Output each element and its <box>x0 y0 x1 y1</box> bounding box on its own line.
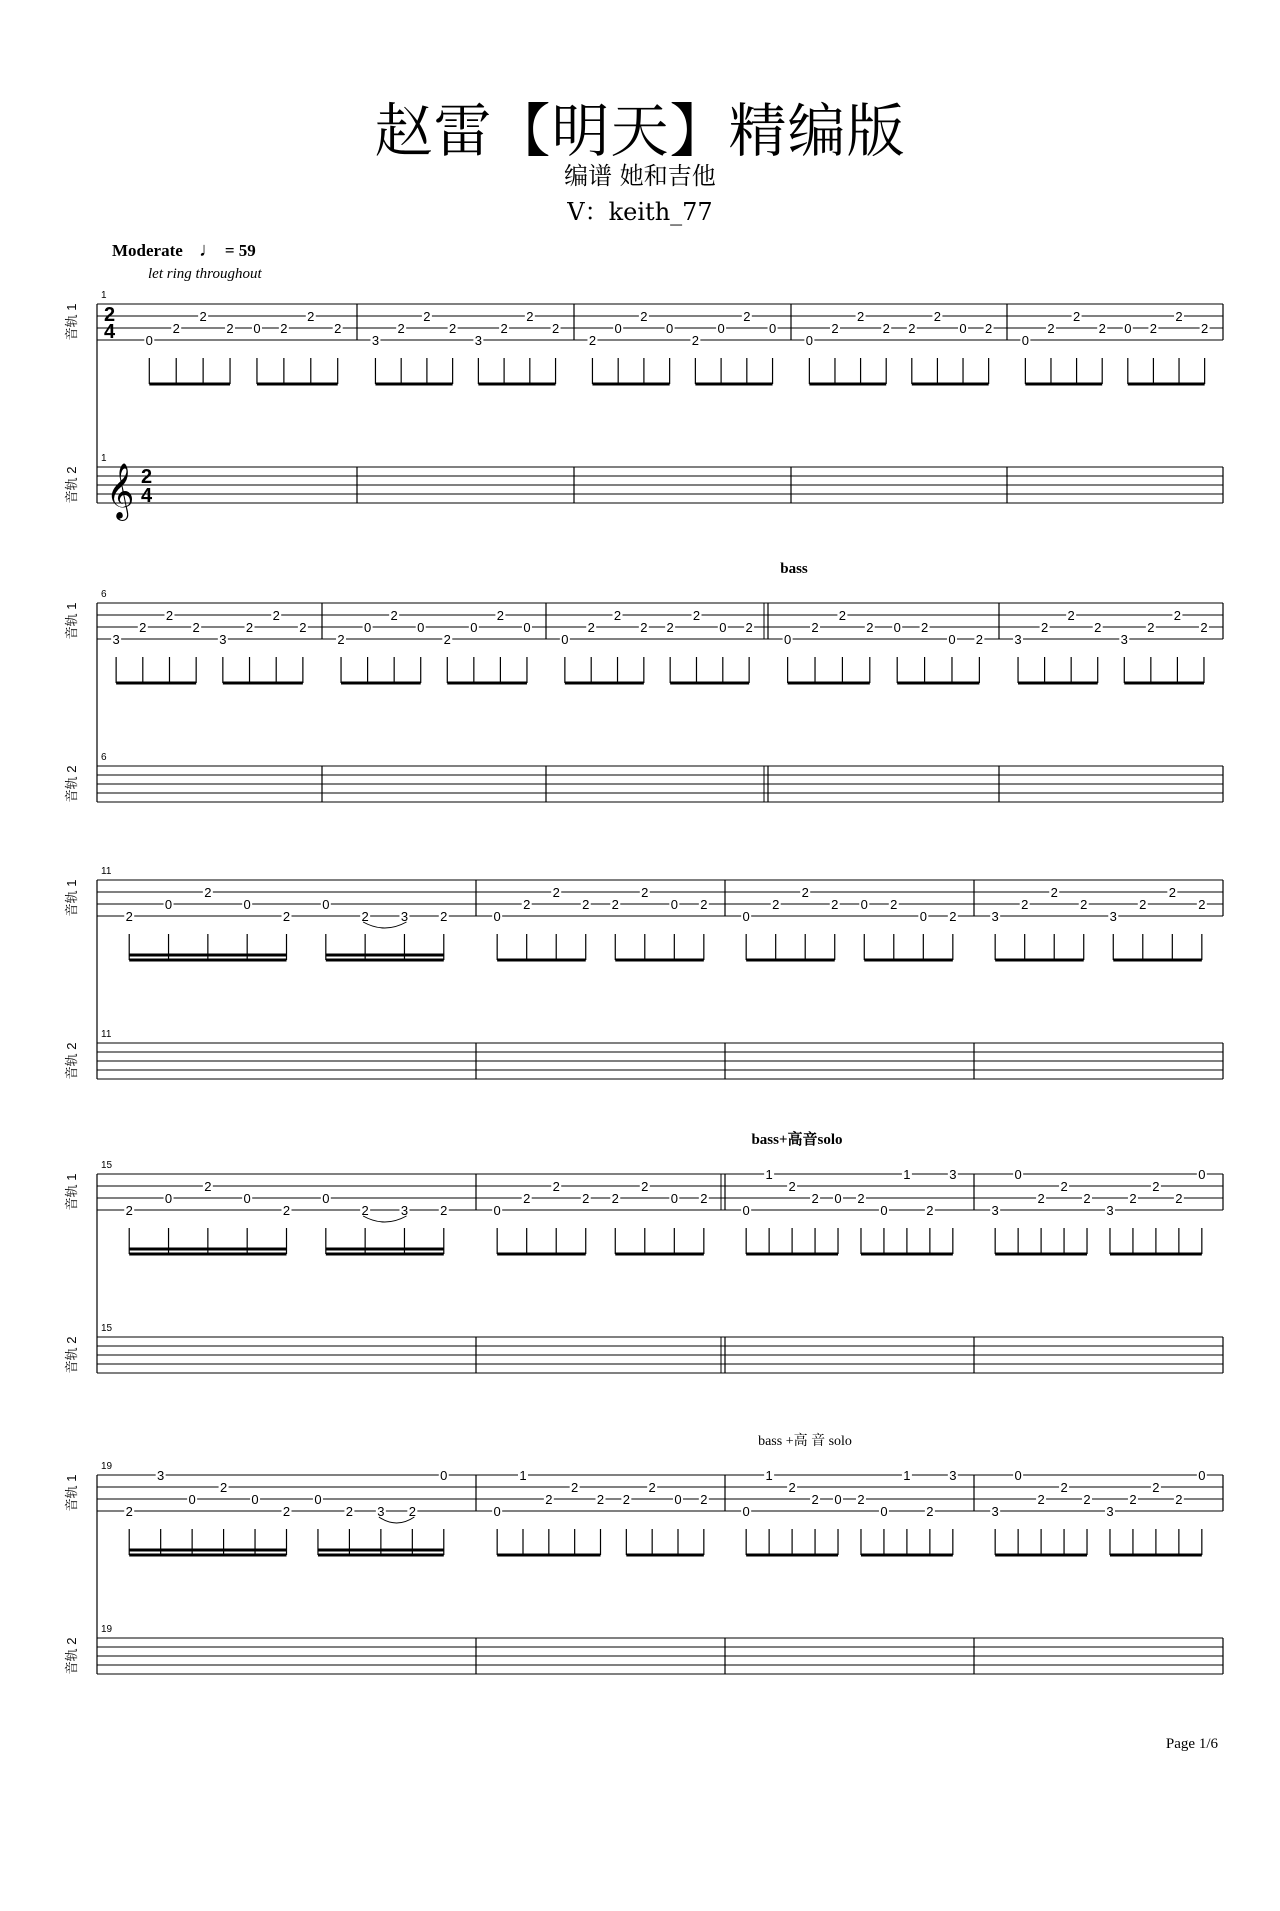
fret-number: 1 <box>519 1468 527 1483</box>
fret-number: 2 <box>408 1504 416 1519</box>
fret-number: 0 <box>1014 1167 1022 1182</box>
fret-number: 0 <box>674 1492 682 1507</box>
fret-number: 0 <box>670 897 678 912</box>
fret-number: 0 <box>805 333 813 348</box>
fret-number: 2 <box>857 1492 865 1507</box>
fret-number: 3 <box>474 333 482 348</box>
fret-number: 2 <box>204 885 212 900</box>
fret-number: 1 <box>765 1468 773 1483</box>
fret-number: 2 <box>165 608 174 623</box>
fret-number: 0 <box>742 1203 750 1218</box>
fret-number: 2 <box>587 620 595 635</box>
fret-number: 0 <box>1198 1468 1206 1483</box>
fret-number: 2 <box>1083 1492 1091 1507</box>
fret-number: 2 <box>1047 321 1055 336</box>
tab-time-sig-bottom: 4 <box>104 321 116 343</box>
fret-number: 2 <box>811 620 819 635</box>
fret-number: 2 <box>125 1203 133 1218</box>
fret-number: 2 <box>920 620 929 635</box>
author-credit: V：keith_77 <box>567 198 713 226</box>
fret-number: 2 <box>866 620 874 635</box>
fret-number: 2 <box>691 333 699 348</box>
fret-number: 2 <box>949 909 957 924</box>
fret-number: 2 <box>582 897 590 912</box>
fret-number: 0 <box>314 1492 322 1507</box>
fret-number: 2 <box>552 885 560 900</box>
tempo-bpm: = 59 <box>224 241 256 260</box>
fret-number: 2 <box>1072 309 1081 324</box>
fret-number: 3 <box>991 1203 999 1218</box>
fret-number: 2 <box>1067 608 1075 623</box>
fret-number: 2 <box>280 321 288 336</box>
fret-number: 2 <box>857 1191 865 1206</box>
fret-number: 0 <box>417 620 425 635</box>
fret-number: 2 <box>811 1191 819 1206</box>
track-1-label: 音轨 1 <box>64 1474 79 1512</box>
fret-number: 2 <box>219 1480 228 1495</box>
fret-number: 2 <box>204 1179 212 1194</box>
score-title: 赵雷【明天】精编版 <box>374 97 906 165</box>
fret-number: 3 <box>1106 1203 1114 1218</box>
fret-number: 0 <box>243 1191 251 1206</box>
fret-number: 2 <box>390 608 398 623</box>
fret-number: 2 <box>926 1504 934 1519</box>
fret-number: 3 <box>157 1468 165 1483</box>
fret-number: 3 <box>1106 1504 1114 1519</box>
section-annotation: bass+高音solo <box>751 1132 843 1148</box>
page-number: Page 1/6 <box>1165 1736 1218 1752</box>
fret-number: 2 <box>449 321 457 336</box>
fret-number: 0 <box>768 321 777 336</box>
track-2-label: 音轨 2 <box>64 1336 79 1374</box>
fret-number: 3 <box>1109 909 1117 924</box>
fret-number: 2 <box>345 1504 354 1519</box>
fret-number: 0 <box>742 1504 750 1519</box>
fret-number: 0 <box>834 1492 842 1507</box>
fret-number: 2 <box>1200 620 1208 635</box>
fret-number: 2 <box>282 909 291 924</box>
fret-number: 2 <box>700 897 708 912</box>
fret-number: 2 <box>1037 1492 1045 1507</box>
measure-number: 15 <box>101 1160 113 1171</box>
fret-number: 2 <box>801 885 809 900</box>
fret-number: 0 <box>893 620 901 635</box>
measure-number: 1 <box>101 290 107 301</box>
fret-number: 2 <box>1175 1492 1183 1507</box>
fret-number: 2 <box>985 321 993 336</box>
measure-number: 6 <box>101 752 107 763</box>
measure-number: 11 <box>101 1029 112 1040</box>
fret-number: 2 <box>641 885 649 900</box>
fret-number: 2 <box>337 632 345 647</box>
fret-number: 2 <box>551 321 560 336</box>
fret-number: 2 <box>692 608 701 623</box>
fret-number: 0 <box>880 1203 888 1218</box>
fret-number: 3 <box>112 632 120 647</box>
fret-number: 2 <box>299 620 307 635</box>
fret-number: 2 <box>1040 620 1049 635</box>
fret-number: 2 <box>1139 897 1147 912</box>
fret-number: 2 <box>788 1480 796 1495</box>
fret-number: 2 <box>622 1492 630 1507</box>
fret-number: 0 <box>1124 321 1132 336</box>
measure-number: 6 <box>101 589 107 600</box>
fret-number: 2 <box>1175 309 1183 324</box>
fret-number: 2 <box>640 309 648 324</box>
fret-number: 2 <box>545 1492 553 1507</box>
fret-number: 3 <box>949 1468 957 1483</box>
fret-number: 2 <box>245 620 254 635</box>
fret-number: 2 <box>272 608 280 623</box>
fret-number: 2 <box>1083 1191 1091 1206</box>
fret-number: 2 <box>1173 608 1182 623</box>
fret-number: 2 <box>933 309 942 324</box>
fret-number: 3 <box>949 1167 957 1182</box>
fret-number: 3 <box>991 1504 999 1519</box>
fret-number: 2 <box>611 1191 619 1206</box>
fret-number: 0 <box>251 1492 259 1507</box>
fret-number: 3 <box>377 1504 385 1519</box>
fret-number: 3 <box>219 632 227 647</box>
fret-number: 2 <box>571 1480 579 1495</box>
fret-number: 2 <box>199 309 207 324</box>
fret-number: 2 <box>125 1504 133 1519</box>
fret-number: 1 <box>903 1167 911 1182</box>
fret-number: 0 <box>742 909 750 924</box>
fret-number: 0 <box>188 1492 196 1507</box>
fret-number: 0 <box>440 1468 448 1483</box>
fret-number: 2 <box>192 620 200 635</box>
fret-number: 2 <box>1129 1492 1137 1507</box>
fret-number: 2 <box>334 321 342 336</box>
fret-number: 2 <box>361 1203 369 1218</box>
fret-number: 2 <box>700 1191 708 1206</box>
fret-number: 2 <box>1168 885 1176 900</box>
fret-number: 2 <box>500 321 508 336</box>
fret-number: 2 <box>1050 885 1058 900</box>
fret-number: 2 <box>1149 321 1158 336</box>
fret-number: 0 <box>322 1191 330 1206</box>
arranger-credit: 编谱 她和吉他 <box>564 162 716 190</box>
fret-number: 0 <box>493 1203 501 1218</box>
track-1-label: 音轨 1 <box>64 1173 79 1211</box>
fret-number: 2 <box>772 897 780 912</box>
fret-number: 2 <box>648 1480 656 1495</box>
measure-number: 11 <box>101 866 112 877</box>
measure-number: 19 <box>101 1624 113 1635</box>
fret-number: 2 <box>307 309 315 324</box>
fret-number: 2 <box>856 309 865 324</box>
performance-note: let ring throughout <box>148 266 262 282</box>
fret-number: 0 <box>880 1504 888 1519</box>
fret-number: 3 <box>1120 632 1128 647</box>
fret-number: 2 <box>1201 321 1209 336</box>
track-2-label: 音轨 2 <box>64 466 79 504</box>
fret-number: 2 <box>596 1492 605 1507</box>
fret-number: 2 <box>423 309 431 324</box>
fret-number: 0 <box>1198 1167 1206 1182</box>
fret-number: 2 <box>526 309 534 324</box>
section-annotation: bass +高 音 solo <box>758 1434 852 1449</box>
fret-number: 2 <box>139 620 147 635</box>
fret-number: 2 <box>1129 1191 1137 1206</box>
measure-number: 1 <box>101 453 107 464</box>
fret-number: 2 <box>397 321 405 336</box>
time-sig-bottom: 4 <box>141 485 153 507</box>
track-2-label: 音轨 2 <box>64 1042 79 1080</box>
fret-number: 2 <box>1094 620 1102 635</box>
fret-number: 2 <box>641 1179 649 1194</box>
treble-clef-icon: 𝄞 <box>106 465 135 518</box>
fret-number: 0 <box>561 632 569 647</box>
fret-number: 2 <box>700 1492 708 1507</box>
fret-number: 2 <box>282 1504 291 1519</box>
fret-number: 2 <box>226 321 234 336</box>
fret-number: 2 <box>172 321 180 336</box>
fret-number: 3 <box>400 1203 409 1218</box>
fret-number: 2 <box>831 321 839 336</box>
fret-number: 0 <box>1021 333 1029 348</box>
fret-number: 2 <box>640 620 648 635</box>
fret-number: 2 <box>1021 897 1029 912</box>
fret-number: 2 <box>831 897 839 912</box>
fret-number: 1 <box>903 1468 911 1483</box>
fret-number: 2 <box>1098 321 1106 336</box>
fret-number: 2 <box>838 608 847 623</box>
tab-time-sig-top: 2 <box>104 304 116 326</box>
fret-number: 2 <box>582 1191 590 1206</box>
fret-number: 3 <box>1014 632 1022 647</box>
fret-number: 2 <box>611 897 619 912</box>
fret-number: 0 <box>164 897 173 912</box>
fret-number: 0 <box>959 321 967 336</box>
fret-number: 2 <box>745 620 753 635</box>
fret-number: 2 <box>1060 1480 1068 1495</box>
section-annotation: bass <box>780 561 808 577</box>
fret-number: 0 <box>834 1191 842 1206</box>
fret-number: 2 <box>926 1203 934 1218</box>
fret-number: 2 <box>1060 1179 1068 1194</box>
fret-number: 2 <box>496 608 505 623</box>
fret-number: 2 <box>1198 897 1206 912</box>
fret-number: 0 <box>670 1191 678 1206</box>
fret-number: 2 <box>588 333 597 348</box>
fret-number: 3 <box>991 909 999 924</box>
fret-number: 0 <box>860 897 868 912</box>
measure-number: 19 <box>101 1461 113 1472</box>
fret-number: 2 <box>1037 1191 1045 1206</box>
track-1-label: 音轨 1 <box>64 303 79 341</box>
fret-number: 0 <box>919 909 927 924</box>
fret-number: 0 <box>493 1504 501 1519</box>
fret-number: 2 <box>523 897 531 912</box>
fret-number: 2 <box>1152 1179 1160 1194</box>
fret-number: 0 <box>614 321 622 336</box>
fret-number: 0 <box>363 620 372 635</box>
fret-number: 3 <box>371 333 380 348</box>
fret-number: 0 <box>948 632 956 647</box>
fret-number: 2 <box>282 1203 291 1218</box>
track-1-label: 音轨 1 <box>64 602 79 640</box>
fret-number: 1 <box>765 1167 773 1182</box>
fret-number: 2 <box>443 632 451 647</box>
fret-number: 0 <box>493 909 501 924</box>
track-2-label: 音轨 2 <box>64 765 79 803</box>
fret-number: 2 <box>811 1492 819 1507</box>
fret-number: 2 <box>440 1203 448 1218</box>
tempo-label: Moderate <box>112 241 183 260</box>
fret-number: 0 <box>243 897 251 912</box>
fret-number: 0 <box>717 321 725 336</box>
fret-number: 0 <box>523 620 531 635</box>
fret-number: 0 <box>719 620 727 635</box>
measure-number: 15 <box>101 1323 113 1334</box>
fret-number: 0 <box>470 620 478 635</box>
fret-number: 0 <box>784 632 792 647</box>
fret-number: 2 <box>743 309 751 324</box>
fret-number: 2 <box>1175 1191 1183 1206</box>
quarter-note-icon: ♩ <box>198 239 219 261</box>
fret-number: 2 <box>975 632 983 647</box>
fret-number: 2 <box>523 1191 531 1206</box>
fret-number: 0 <box>145 333 153 348</box>
fret-number: 0 <box>253 321 261 336</box>
fret-number: 2 <box>890 897 898 912</box>
fret-number: 2 <box>882 321 890 336</box>
fret-number: 0 <box>322 897 330 912</box>
fret-number: 2 <box>440 909 448 924</box>
fret-number: 0 <box>164 1191 173 1206</box>
track-1-label: 音轨 1 <box>64 879 79 917</box>
fret-number: 2 <box>788 1179 796 1194</box>
track-2-label: 音轨 2 <box>64 1637 79 1675</box>
fret-number: 2 <box>908 321 916 336</box>
fret-number: 2 <box>613 608 622 623</box>
fret-number: 2 <box>1080 897 1088 912</box>
fret-number: 0 <box>1014 1468 1022 1483</box>
fret-number: 2 <box>361 909 369 924</box>
fret-number: 0 <box>666 321 674 336</box>
fret-number: 2 <box>552 1179 560 1194</box>
fret-number: 2 <box>125 909 133 924</box>
fret-number: 2 <box>1152 1480 1160 1495</box>
fret-number: 2 <box>1147 620 1155 635</box>
fret-number: 2 <box>666 620 674 635</box>
fret-number: 3 <box>400 909 409 924</box>
time-sig-top: 2 <box>141 466 153 488</box>
